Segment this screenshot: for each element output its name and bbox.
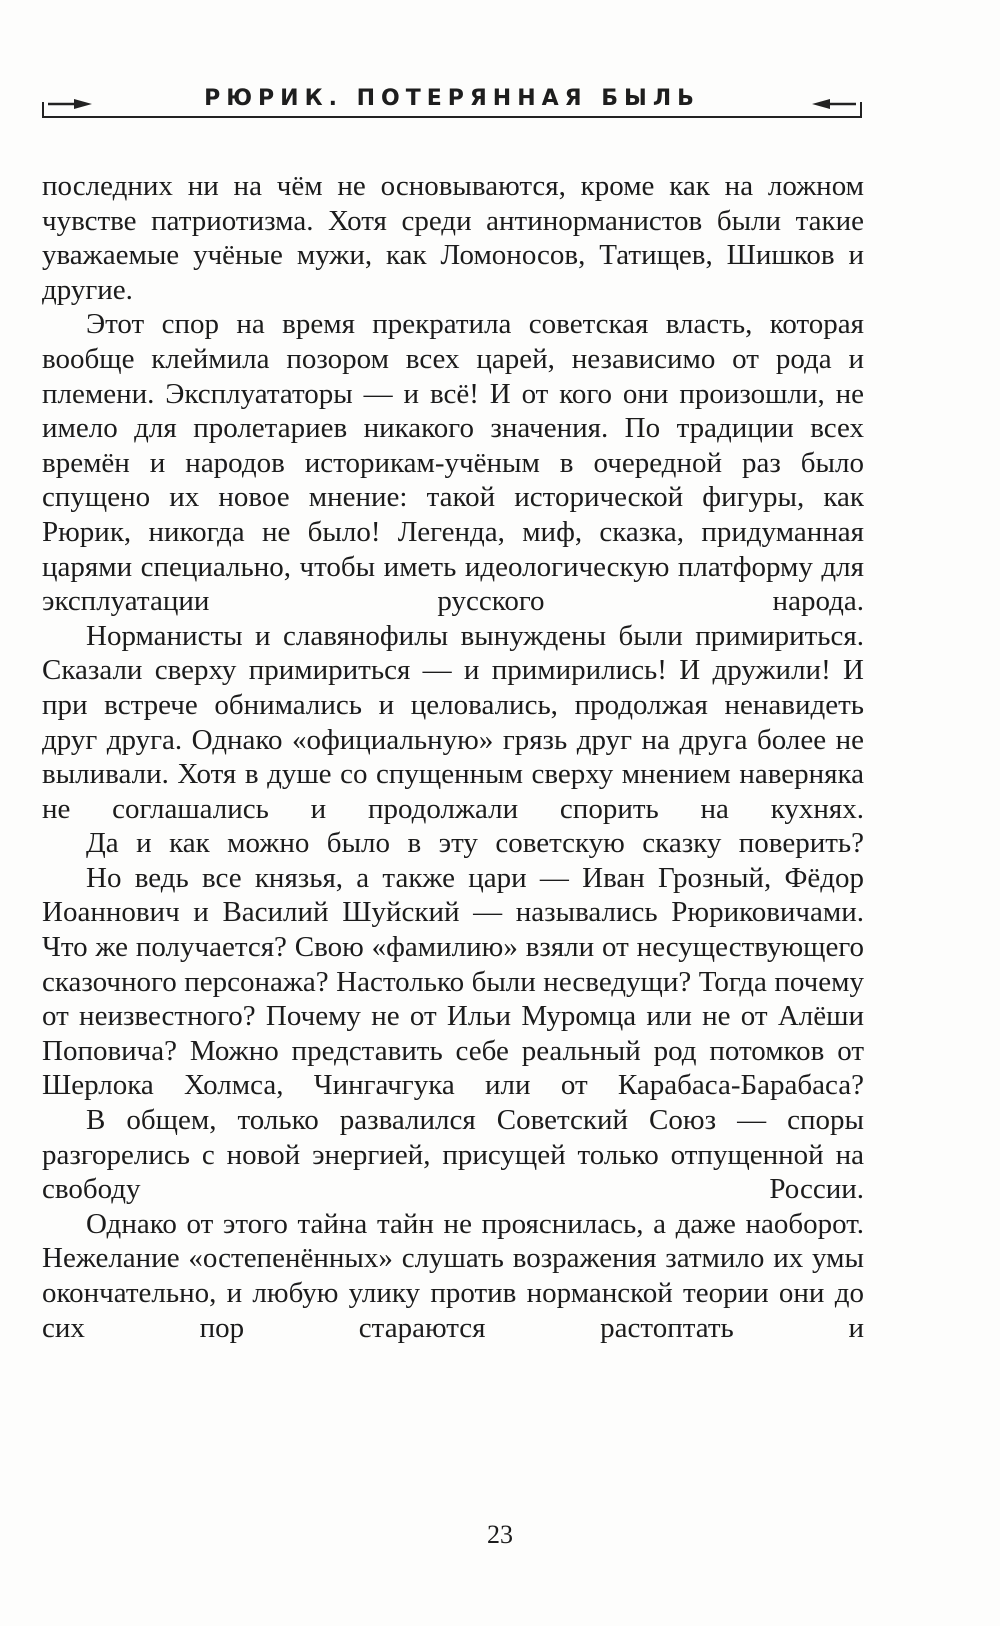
- paragraph-6: В общем, только развалился Советский Союз — споры разгорелись с новой энергией, присущей только отпущенной на свободу России.: [42, 1104, 864, 1206]
- paragraph-4: Да и как можно было в эту советскую сказку поверить?: [86, 827, 864, 860]
- page-number: 23: [487, 1520, 513, 1549]
- paragraph-7: Однако от этого тайна тайн не прояснилась, а даже наоборот. Нежелание «остепенённых» слушать возражения затмило их умы окончательно, и любую улику против норманской теории они до сих пор стараются растоптать и: [42, 1207, 864, 1344]
- body-text: [42, 169, 864, 1345]
- arrow-left-icon: [810, 94, 858, 114]
- paragraph-5: Но ведь все князья, а также цари — Иван Грозный, Фёдор Иоаннович и Василий Шуйский — назывались Рюриковичами. Что же получается? Свою «фамилию» взяли от несуществующего сказочного персонажа? Настолько были несведущи? Тогда почему от неизвестного? Почему не от Ильи Муромца или не от Алёши Поповича? Можно представить себе реальный род потомков от Шерлока Холмса, Чингачгука или от Карабаса-Барабаса?: [42, 861, 864, 1102]
- running-header: [42, 84, 862, 118]
- header-rule: [42, 116, 862, 118]
- paragraph-3: Норманисты и славянофилы вынуждены были примириться. Сказали сверху примириться — и примирились! И дружили! И при встрече обнимались и целовались, продолжая ненавидеть друг друга. Однако «официальную» грязь друг на друга более не выливали. Хотя в душе со спущенным сверху мнением наверняка не соглашались и продолжали спорить на кухнях.: [42, 619, 864, 825]
- running-header-title: РЮРИК. ПОТЕРЯННАЯ БЫЛЬ: [204, 86, 700, 111]
- paragraph-2: Этот спор на время прекратила советская власть, которая вообще клеймила позором всех царей, независимо от рода и племени. Эксплуататоры — и всё! И от кого они произошли, не имело для пролетариев никакого значения. По традиции всех времён и народов историкам-учёным в очередной раз было спущено их новое мнение: такой исторической фигуры, как Рюрик, никогда не было! Легенда, миф, сказка, придуманная царями специально, чтобы иметь идеологическую платформу для эксплуатации русского народа.: [42, 308, 864, 618]
- paragraph-1: последних ни на чём не основываются, кроме как на ложном чувстве патриотизма. Хотя среди антинорманистов были такие уважаемые учёные мужи, как Ломоносов, Татищев, Шишков и другие.: [42, 170, 864, 306]
